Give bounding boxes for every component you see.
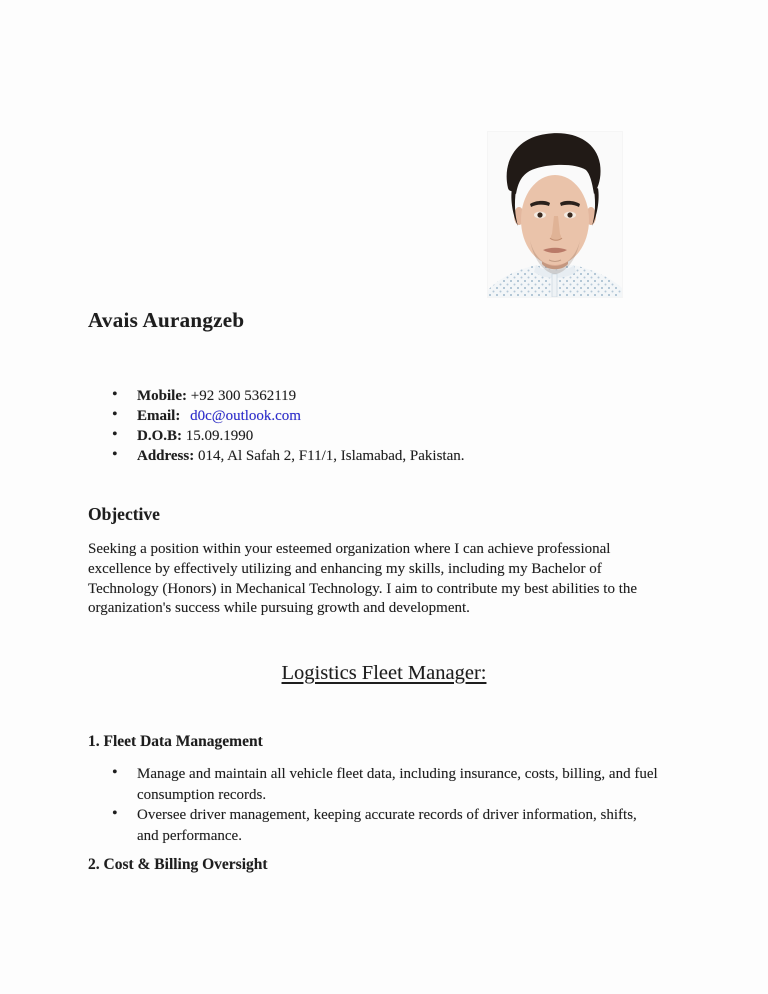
section-title-fleet-data-management: 1. Fleet Data Management xyxy=(88,733,263,750)
contact-value-dob: 15.09.1990 xyxy=(185,428,254,444)
contact-item-address xyxy=(108,446,608,466)
objective-text: Seeking a position within your esteemed organization where I can achieve professional excellence by effectively utilizing and enhancing my skills, including my Bachelor of Technology (Honors) in Mechanical Technology. I aim to contribute my best abilities to the organization's success while pursuing growth and development. xyxy=(88,541,638,617)
bullet-item-driver-management: • Oversee driver management, keeping accurate records of driver information, shifts, and performance. xyxy=(108,805,659,846)
role-heading: Logistics Fleet Manager: xyxy=(281,662,487,684)
contact-label-dob: D.O.B: xyxy=(137,428,182,444)
contact-item-email xyxy=(108,406,608,426)
contact-label-address: Address: xyxy=(137,448,195,464)
contact-label-email: Email: xyxy=(137,408,181,424)
profile-photo xyxy=(488,132,622,297)
candidate-name: Avais Aurangzeb xyxy=(88,308,245,332)
contact-list xyxy=(108,386,608,466)
contact-item-dob xyxy=(108,426,608,446)
contact-value-address: 014, Al Safah 2, F11/1, Islamabad, Pakistan. xyxy=(197,448,465,464)
portrait-illustration xyxy=(488,132,622,297)
objective-heading: Objective xyxy=(88,504,160,524)
contact-label-mobile: Mobile: xyxy=(137,388,187,404)
email-link[interactable]: d0c@outlook.com xyxy=(190,408,301,424)
contact-value-mobile: +92 300 5362119 xyxy=(190,388,297,404)
section-title-cost-billing-oversight: 2. Cost & Billing Oversight xyxy=(88,856,268,873)
contact-item-mobile xyxy=(108,386,608,406)
bullet-item-fleet-data: • Manage and maintain all vehicle fleet data, including insurance, costs, billing, and fuel consumption records. xyxy=(108,764,659,805)
fleet-data-bullet-list xyxy=(108,764,659,846)
